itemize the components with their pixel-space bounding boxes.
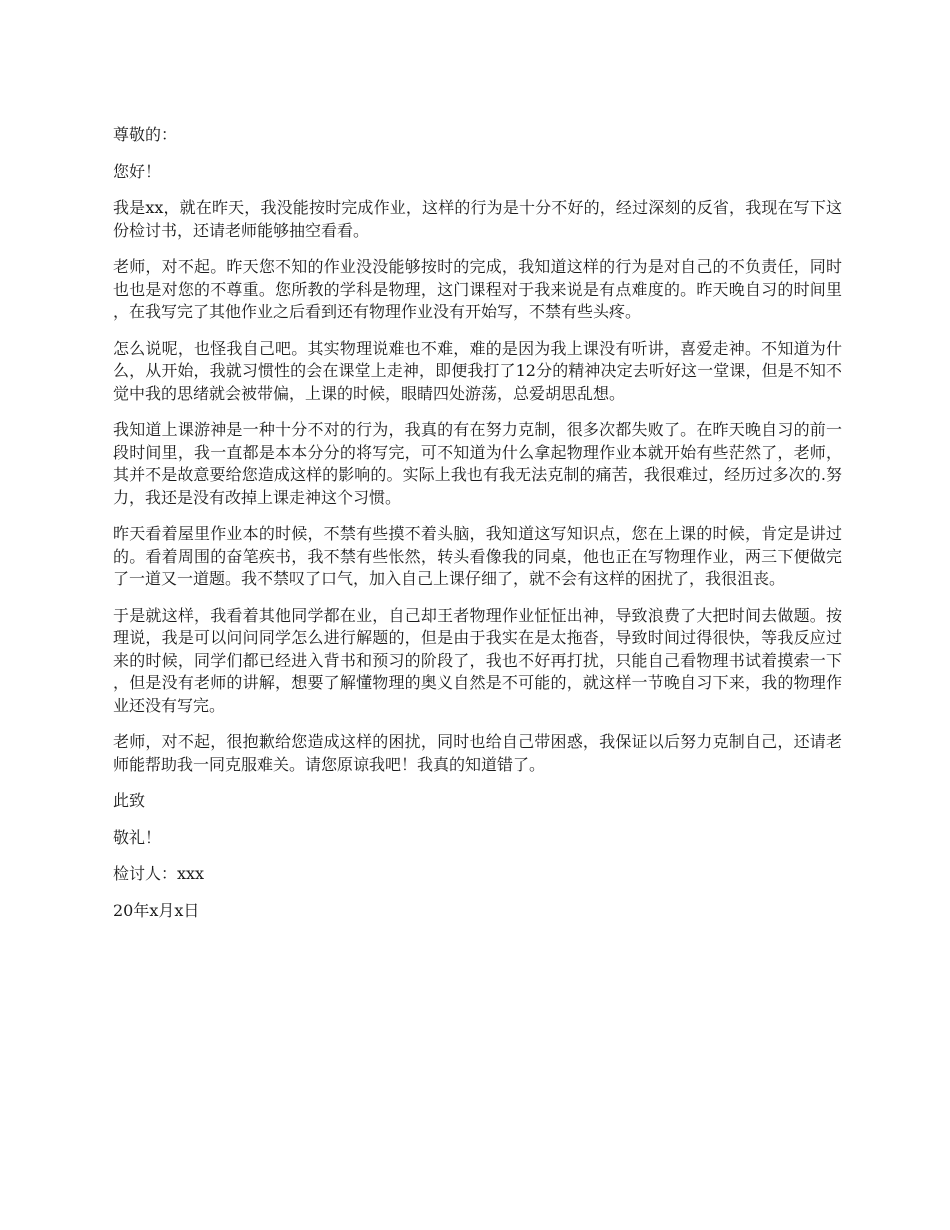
paragraph-4: 我知道上课游神是一种十分不对的行为，我真的有在努力克制，很多次都失败了。在昨天晚自习的前一段时间里，我一直都是本本分分的将写完，可不知道为什么拿起物理作业本就开始有些茫然了，老师，其并不是故意要给您造成这样的影响的。实际上我也有我无法克制的痛苦，我很难过，经历过多次的.努力，我还是没有改掉上课走神这个习惯。 xyxy=(113,420,842,507)
greeting: 您好！ xyxy=(113,161,162,181)
paragraph-1: 我是xx，就在昨天，我没能按时完成作业，这样的行为是十分不好的，经过深刻的反省，我现在写下这份检讨书，还请老师能够抽空看看。 xyxy=(113,198,842,240)
paragraph-3: 怎么说呢，也怪我自己吧。其实物理说难也不难，难的是因为我上课没有听讲，喜爱走神。不知道为什么，从开始，我就习惯性的会在课堂上走神，即便我打了12分的精神决定去听好这一堂课，但是不知不觉中我的思绪就会被带偏，上课的时候，眼睛四处游荡，总爱胡思乱想。 xyxy=(113,338,842,403)
salutation: 尊敬的： xyxy=(113,125,178,144)
regards: 敬礼！ xyxy=(113,827,162,847)
paragraph-5: 昨天看着屋里作业本的时候，不禁有些摸不着头脑，我知道这写知识点，您在上课的时候，肯定是讲过的。看着周围的奋笔疾书，我不禁有些怅然，转头看像我的同桌，他也正在写物理作业，两三下便做完了一道又一道题。我不禁叹了口气，加入自己上课仔细了，就不会有这样的困扰了，我很沮丧。 xyxy=(113,524,842,588)
signature: 检讨人：xxx xyxy=(113,864,205,883)
paragraph-6: 于是就这样，我看着其他同学都在业，自己却王者物理作业怔怔出神，导致浪费了大把时间去做题。按理说，我是可以问问同学怎么进行解题的，但是由于我实在是太拖沓，导致时间过得很快，等我反应过来的时候，同学们都已经进入背书和预习的阶段了，我也不好再打扰，只能自己看物理书试着摸索一下，但是没有老师的讲解，想要了解懂物理的奥义自然是不可能的，就这样一节晚自习下来，我的物理作业还没有写完。 xyxy=(113,605,842,715)
closing: 此致 xyxy=(113,791,146,810)
date: 20年x月x日 xyxy=(113,900,200,920)
paragraph-7: 老师，对不起，很抱歉给您造成这样的困扰，同时也给自己带困惑，我保证以后努力克制自己，还请老师能帮助我一同克服难关。请您原谅我吧！我真的知道错了。 xyxy=(113,732,842,774)
paragraph-2: 老师，对不起。昨天您不知的作业没没能够按时的完成，我知道这样的行为是对自己的不负责任，同时也也是对您的不尊重。您所教的学科是物理，这门课程对于我来说是有点难度的。昨天晚自习的时间里，在我写完了其他作业之后看到还有物理作业没有开始写，不禁有些头疼。 xyxy=(113,257,842,321)
